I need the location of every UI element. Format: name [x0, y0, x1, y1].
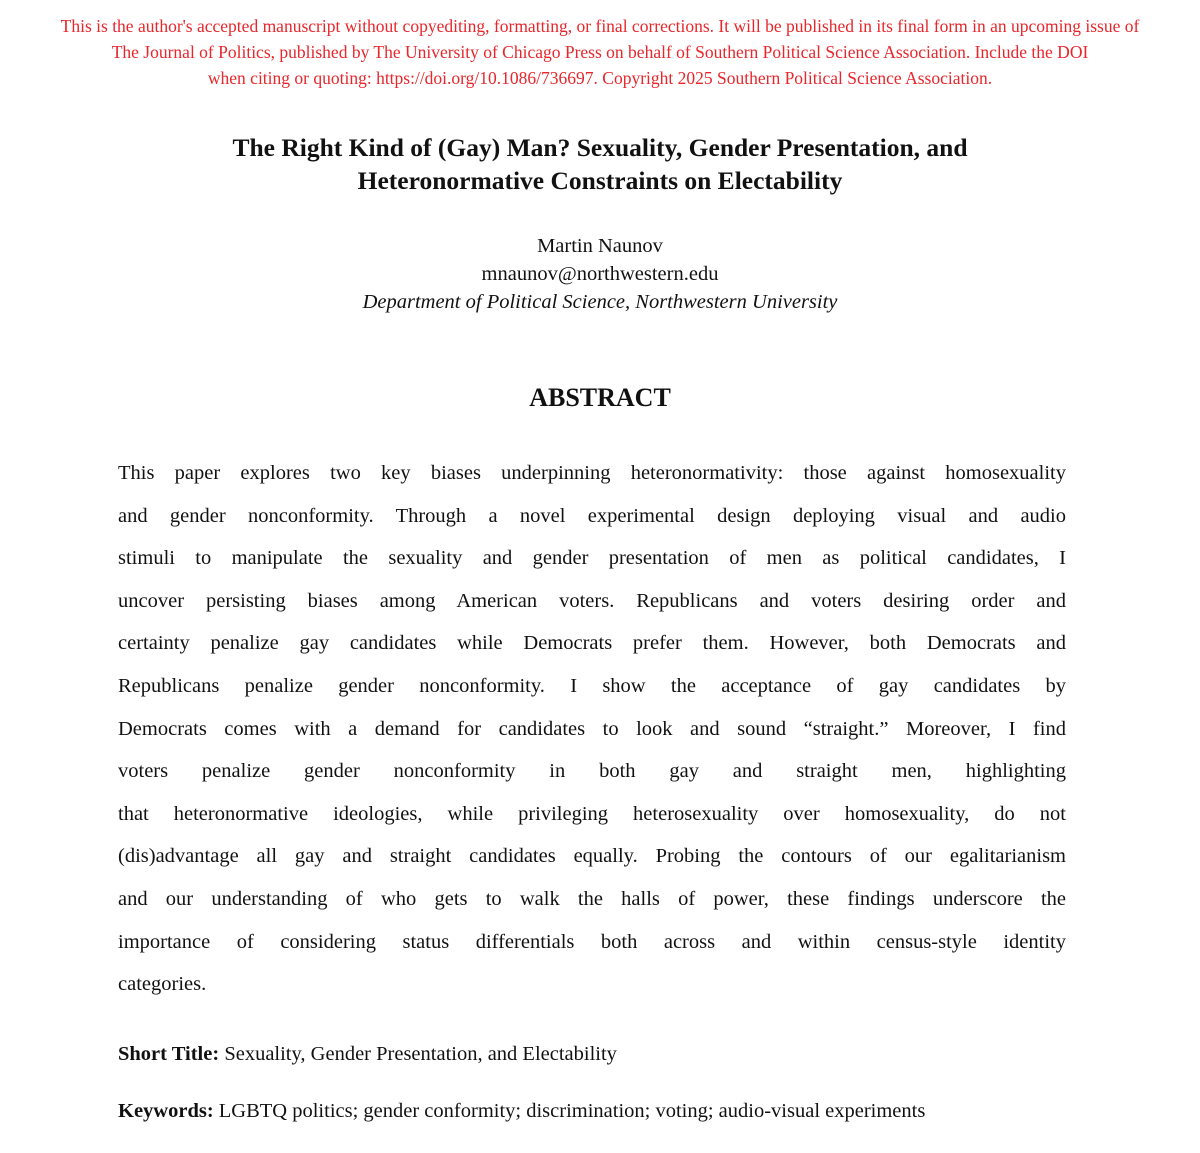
- abstract-line: importance of considering status differentials both across and within census-style identity: [118, 930, 1066, 953]
- abstract-line: categories.: [118, 973, 207, 996]
- abstract-line: Democrats comes with a demand for candidates to look and sound “straight.” Moreover, I find: [118, 717, 1066, 740]
- manuscript-notice: [0, 13, 1200, 91]
- abstract-line: and gender nonconformity. Through a novel experimental design deploying visual and audio: [118, 504, 1066, 527]
- abstract-body: [118, 452, 1066, 1006]
- paper-title: [0, 131, 1200, 197]
- abstract-line: This paper explores two key biases underpinning heteronormativity: those against homosexuality: [118, 462, 1066, 484]
- author-name: Martin Naunov: [537, 235, 663, 257]
- abstract-line: uncover persisting biases among American voters. Republicans and voters desiring order and: [118, 589, 1066, 612]
- abstract-line: stimuli to manipulate the sexuality and gender presentation of men as political candidates, I: [118, 547, 1066, 570]
- short-title-label: Short Title:: [118, 1043, 220, 1065]
- short-title: [118, 1040, 1118, 1068]
- abstract-line: that heteronormative ideologies, while privileging heterosexuality over homosexuality, do not: [118, 802, 1066, 825]
- abstract-heading: ABSTRACT: [529, 383, 671, 412]
- notice-line: The Journal of Politics, published by The University of Chicago Press on behalf of Southern Political Science Association. Include the DOI: [111, 42, 1089, 62]
- author-affiliation: Department of Political Science, Northwestern University: [362, 291, 838, 313]
- notice-line: when citing or quoting: https://doi.org/10.1086/736697. Copyright 2025 Southern Political Science Association.: [207, 68, 993, 88]
- abstract-line: voters penalize gender nonconformity in both gay and straight men, highlighting: [118, 760, 1066, 783]
- abstract-line: (dis)advantage all gay and straight candidates equally. Probing the contours of our egalitarianism: [118, 845, 1066, 868]
- title-line: Heteronormative Constraints on Electability: [357, 166, 843, 195]
- short-title-value: Sexuality, Gender Presentation, and Electability: [219, 1043, 617, 1065]
- title-line: The Right Kind of (Gay) Man? Sexuality, Gender Presentation, and: [232, 133, 968, 162]
- abstract-line: and our understanding of who gets to walk the halls of power, these findings underscore the: [118, 887, 1066, 910]
- author-block: [0, 232, 1200, 316]
- notice-line: This is the author's accepted manuscript without copyediting, formatting, or final corrections. It will be published in its final form in an upcoming issue of: [60, 16, 1140, 36]
- keywords-label: Keywords:: [118, 1100, 214, 1122]
- keywords-value: LGBTQ politics; gender conformity; discrimination; voting; audio-visual experiments: [213, 1100, 926, 1122]
- abstract-line: Republicans penalize gender nonconformity. I show the acceptance of gay candidates by: [118, 674, 1066, 697]
- abstract-line: certainty penalize gay candidates while Democrats prefer them. However, both Democrats and: [118, 632, 1066, 655]
- author-email: mnaunov@northwestern.edu: [481, 263, 719, 285]
- keywords: [118, 1097, 1118, 1125]
